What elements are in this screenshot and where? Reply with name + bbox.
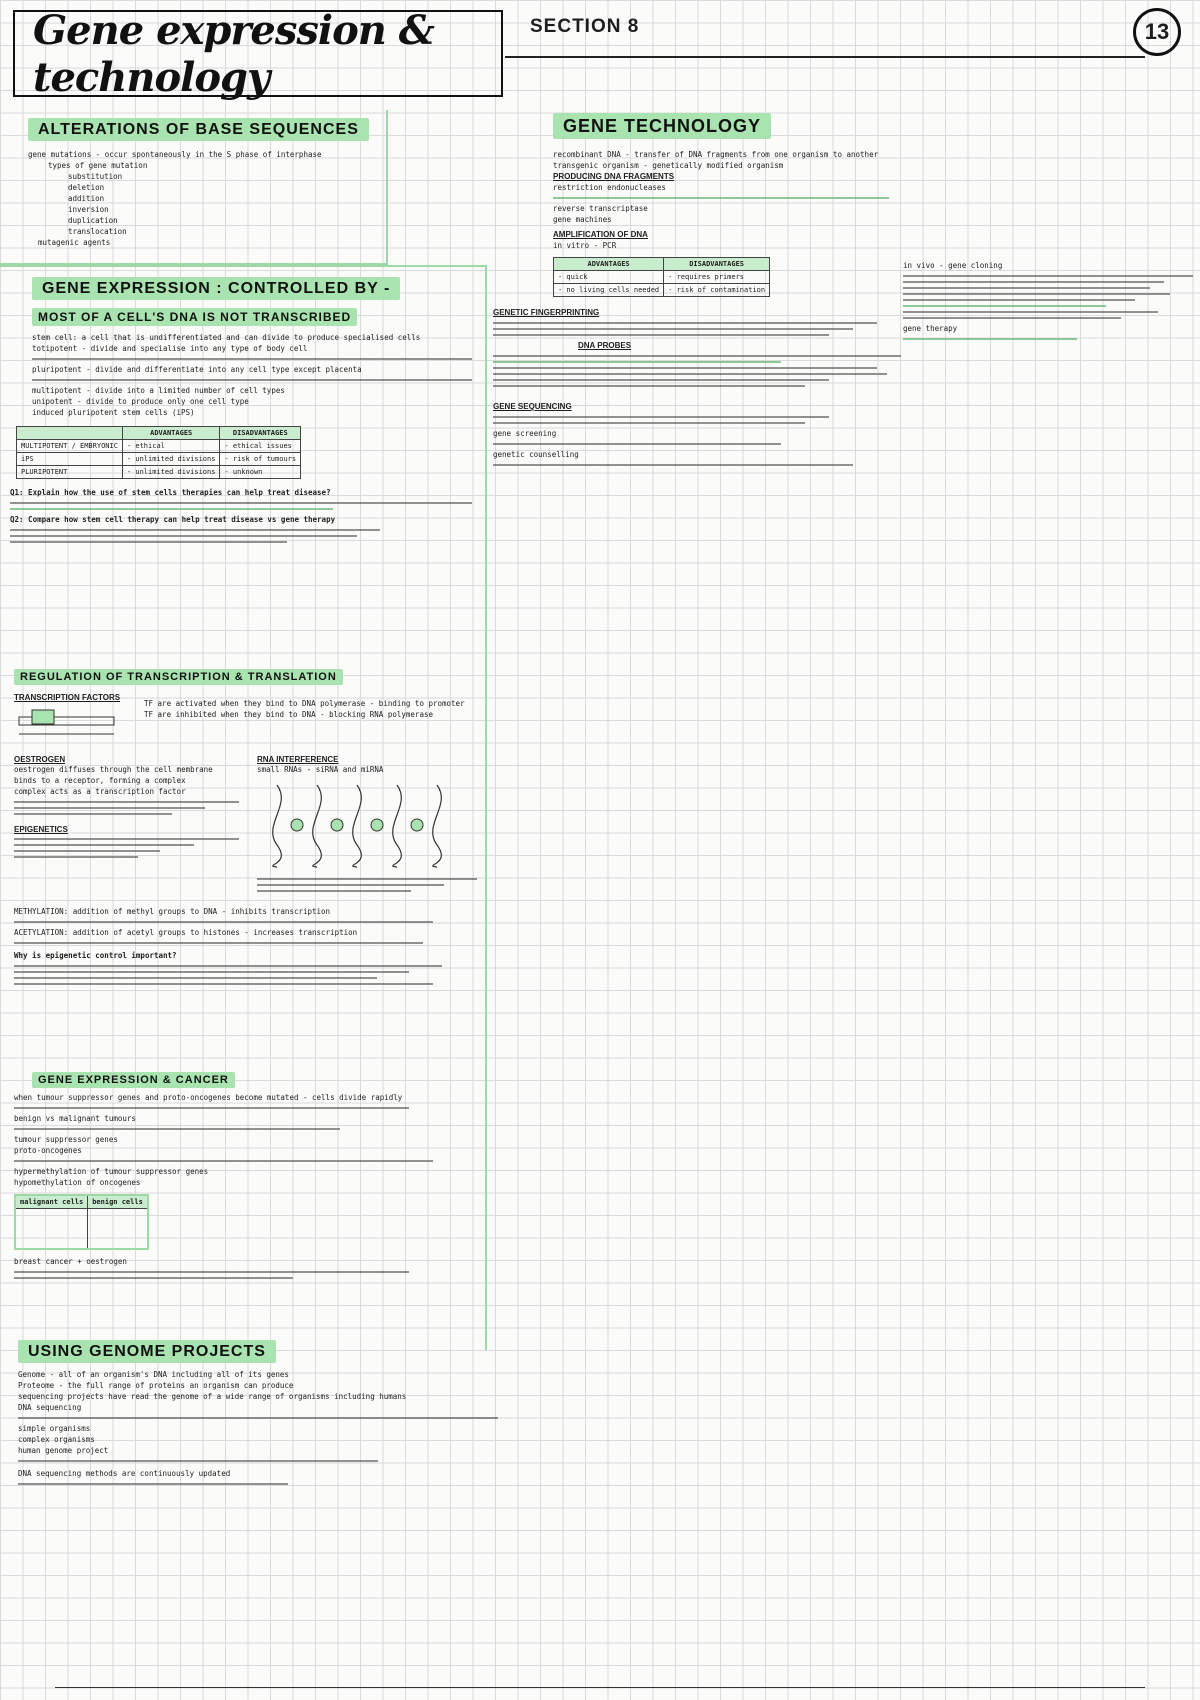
note-line: Proteome - the full range of proteins an organism can produce <box>18 1381 294 1390</box>
table-cell: - requires primers <box>664 271 770 284</box>
subheading-transcription-factors: TRANSCRIPTION FACTORS <box>14 693 121 702</box>
section-cancer <box>14 1068 479 1283</box>
scribble-line <box>14 844 194 846</box>
scribble-line <box>18 1483 288 1485</box>
subheading-oestrogen: OESTROGEN <box>14 755 66 764</box>
page-number: 13 <box>1133 8 1181 56</box>
note-line: substitution <box>68 172 123 181</box>
rnai-helix-diagram <box>257 775 472 870</box>
tumour-table <box>14 1194 149 1250</box>
table-cell <box>15 1209 88 1249</box>
scribble-line <box>14 977 377 979</box>
heading-gene-technology: GENE TECHNOLOGY <box>553 113 771 139</box>
scribble-line <box>257 890 411 892</box>
scribble-line <box>903 275 1193 277</box>
note-line: complex organisms <box>18 1435 95 1444</box>
scribble-line <box>493 379 829 381</box>
in-vivo-notes <box>903 260 1193 344</box>
scribble-line <box>903 317 1121 319</box>
scribble-line <box>493 422 805 424</box>
scribble-line <box>18 1417 498 1419</box>
note-line: mutagenic agents <box>38 238 111 247</box>
note-line: hypermethylation of tumour suppressor genes <box>14 1167 209 1176</box>
scribble-line <box>32 358 472 360</box>
table-header: DISADVANTAGES <box>664 258 770 271</box>
note-subheading: GENETIC FINGERPRINTING <box>493 308 600 317</box>
heading-cancer: GENE EXPRESSION & CANCER <box>32 1072 235 1088</box>
note-line: when tumour suppressor genes and proto-oncogenes become mutated - cells divide rapidly <box>14 1093 403 1102</box>
note-line: proto-oncogenes <box>14 1146 82 1155</box>
note-line: TF are activated when they bind to DNA polymerase - binding to promoter <box>144 699 465 708</box>
promoter-gene-diagram <box>14 702 124 747</box>
gene-tech-notes <box>553 149 973 251</box>
note-line: oestrogen diffuses through the cell membrane <box>14 765 213 774</box>
methylation-notes <box>14 906 479 985</box>
scribble-line <box>10 508 333 510</box>
section-regulation <box>14 665 479 989</box>
scribble-line <box>14 942 423 944</box>
note-line: inversion <box>68 205 109 214</box>
note-line: deletion <box>68 183 105 192</box>
scribble-line <box>903 338 1077 340</box>
subheading-rna-interference: RNA INTERFERENCE <box>257 755 339 764</box>
note-line: totipotent - divide and specialise into any type of body cell <box>32 344 308 353</box>
note-line: Why is epigenetic control important? <box>14 951 177 960</box>
table-header: ADVANTAGES <box>122 427 220 440</box>
heading-genome-projects: USING GENOME PROJECTS <box>18 1340 276 1363</box>
note-line: human genome project <box>18 1446 109 1455</box>
note-line: DNA sequencing <box>18 1403 82 1412</box>
table-cell <box>88 1209 148 1249</box>
scribble-line <box>257 878 477 880</box>
note-subheading: GENE SEQUENCING <box>493 402 572 411</box>
note-line: complex acts as a transcription factor <box>14 787 186 796</box>
table-cell: - no living cells needed <box>554 284 664 297</box>
scribble-line <box>10 502 472 504</box>
table-cell: - risk of contamination <box>664 284 770 297</box>
table-header: malignant cells <box>15 1195 88 1209</box>
scribble-line <box>493 464 853 466</box>
epigenetics-notes <box>14 838 239 858</box>
note-line: stem cell: a cell that is undifferentiated and can divide to produce specialised cells <box>32 333 421 342</box>
scribble-line <box>14 856 138 858</box>
scribble-line <box>14 1271 409 1273</box>
section-label: SECTION 8 <box>530 16 640 37</box>
note-line: small RNAs - siRNA and miRNA <box>257 765 384 774</box>
scribble-line <box>903 287 1150 289</box>
oestrogen-notes <box>14 764 239 815</box>
table-cell: - unlimited divisions <box>122 453 220 466</box>
note-subheading: DNA PROBES <box>578 341 632 350</box>
note-line: in vitro - PCR <box>553 241 617 250</box>
table-header: DISADVANTAGES <box>220 427 301 440</box>
scribble-line <box>14 1107 409 1109</box>
section-genome-projects <box>18 1340 618 1489</box>
note-line: ACETYLATION: addition of acetyl groups to histones - increases transcription <box>14 928 358 937</box>
note-line: unipotent - divide to produce only one cell type <box>32 397 249 406</box>
rnai-scribbles <box>257 878 477 892</box>
cancer-notes <box>14 1092 479 1188</box>
scribble-line <box>14 850 160 852</box>
note-line: addition <box>68 194 105 203</box>
title-box <box>13 6 503 101</box>
note-line: transgenic organism - genetically modified organism <box>553 161 784 170</box>
scribble-line <box>493 334 829 336</box>
scribble-line <box>10 535 357 537</box>
note-line: genetic counselling <box>493 450 579 459</box>
scribble-line <box>14 1160 433 1162</box>
tf-notes <box>144 698 479 720</box>
note-line: pluripotent - divide and differentiate into any cell type except placenta <box>32 365 362 374</box>
screening-notes <box>493 401 973 466</box>
scribble-line <box>493 373 887 375</box>
stem-cell-questions <box>10 487 472 543</box>
stem-cell-table <box>16 426 301 479</box>
note-line: simple organisms <box>18 1424 91 1433</box>
heading-alterations: ALTERATIONS OF BASE SEQUENCES <box>28 118 369 141</box>
scribble-line <box>14 801 239 803</box>
scribble-line <box>18 1460 378 1462</box>
note-line: hypomethylation of oncogenes <box>14 1178 141 1187</box>
table-cell: - quick <box>554 271 664 284</box>
note-line: restriction endonucleases <box>553 183 666 192</box>
note-line: Genome - all of an organism's DNA including all of its genes <box>18 1370 289 1379</box>
note-line: gene mutations - occur spontaneously in the S phase of interphase <box>28 150 322 159</box>
table-cell: - ethical issues <box>220 440 301 453</box>
scribble-line <box>493 355 901 357</box>
scribble-line <box>903 293 1170 295</box>
note-line: breast cancer + oestrogen <box>14 1256 127 1266</box>
note-line: benign vs malignant tumours <box>14 1114 136 1123</box>
scribble-line <box>553 197 889 199</box>
scribble-line <box>14 838 239 840</box>
scribble-line <box>32 379 472 381</box>
table-cell: - ethical <box>122 440 220 453</box>
table-cell: PLURIPOTENT <box>17 466 123 479</box>
scribble-line <box>493 367 877 369</box>
note-line: binds to a receptor, forming a complex <box>14 776 186 785</box>
gene-expression-notes <box>32 332 472 418</box>
note-line: in vivo - gene cloning <box>903 261 1003 270</box>
section-alterations <box>28 118 378 248</box>
pcr-table <box>553 257 770 297</box>
scribble-line <box>903 281 1164 283</box>
scribble-line <box>14 983 433 985</box>
table-cell: - unlimited divisions <box>122 466 220 479</box>
page-title: Gene expression & technology <box>33 6 434 101</box>
scribble-line <box>14 971 409 973</box>
breast-cancer-notes <box>14 1256 479 1279</box>
subheading-epigenetics: EPIGENETICS <box>14 825 68 834</box>
note-line: recombinant DNA - transfer of DNA fragments from one organism to another <box>553 150 879 159</box>
scribble-line <box>493 416 829 418</box>
scribble-line <box>14 921 433 923</box>
table-cell: - unknown <box>220 466 301 479</box>
note-subheading: PRODUCING DNA FRAGMENTS <box>553 172 675 181</box>
scribble-line <box>14 1277 293 1279</box>
note-line: gene screening <box>493 429 557 438</box>
scribble-line <box>14 965 442 967</box>
note-line: induced pluripotent stem cells (iPS) <box>32 408 195 417</box>
table-header <box>17 427 123 440</box>
genome-notes <box>18 1369 618 1485</box>
note-line: gene therapy <box>903 324 958 333</box>
scribble-line <box>257 884 444 886</box>
scribble-line <box>903 305 1106 307</box>
note-line: TF are inhibited when they bind to DNA - blocking RNA polymerase <box>144 710 433 719</box>
note-line: DNA sequencing methods are continuously updated <box>18 1469 231 1478</box>
scribble-line <box>10 529 380 531</box>
scribble-line <box>493 385 805 387</box>
note-line: gene machines <box>553 215 612 224</box>
note-line: tumour suppressor genes <box>14 1135 118 1144</box>
scribble-line <box>14 1128 340 1130</box>
note-line: METHYLATION: addition of methyl groups to DNA - inhibits transcription <box>14 907 331 916</box>
note-line: types of gene mutation <box>48 161 148 170</box>
scribble-line <box>493 322 877 324</box>
section-gene-expression <box>10 277 472 547</box>
scribble-line <box>903 299 1135 301</box>
heading-regulation: REGULATION OF TRANSCRIPTION & TRANSLATION <box>14 669 343 685</box>
bottom-rule <box>55 1687 1145 1688</box>
heading-gene-expression: GENE EXPRESSION : CONTROLLED BY - <box>32 277 400 300</box>
question-1: Q1: Explain how the use of stem cells therapies can help treat disease? <box>10 488 331 497</box>
question-2: Q2: Compare how stem cell therapy can help treat disease vs gene therapy <box>10 515 336 524</box>
scribble-line <box>493 328 853 330</box>
scribble-line <box>14 807 205 809</box>
note-line: sequencing projects have read the genome of a wide range of organisms including humans <box>18 1392 407 1401</box>
scribble-line <box>493 361 781 363</box>
header-rule <box>505 56 1145 58</box>
fingerprint-notes <box>493 307 973 387</box>
table-cell: iPS <box>17 453 123 466</box>
table-cell: - risk of tumours <box>220 453 301 466</box>
subheading-dna-not-transcribed: MOST OF A CELL'S DNA IS NOT TRANSCRIBED <box>32 308 357 326</box>
table-cell: MULTIPOTENT / EMBRYONIC <box>17 440 123 453</box>
scribble-line <box>493 443 781 445</box>
note-line: multipotent - divide into a limited number of cell types <box>32 386 285 395</box>
scribble-line <box>14 813 172 815</box>
note-line: translocation <box>68 227 127 236</box>
table-header: ADVANTAGES <box>554 258 664 271</box>
alterations-notes <box>28 149 378 248</box>
note-subheading: AMPLIFICATION OF DNA <box>553 230 648 239</box>
scribble-line <box>903 311 1158 313</box>
scribble-line <box>10 541 287 543</box>
note-line: duplication <box>68 216 118 225</box>
table-header: benign cells <box>88 1195 148 1209</box>
rnai-notes <box>257 764 477 775</box>
note-line: reverse transcriptase <box>553 204 648 213</box>
